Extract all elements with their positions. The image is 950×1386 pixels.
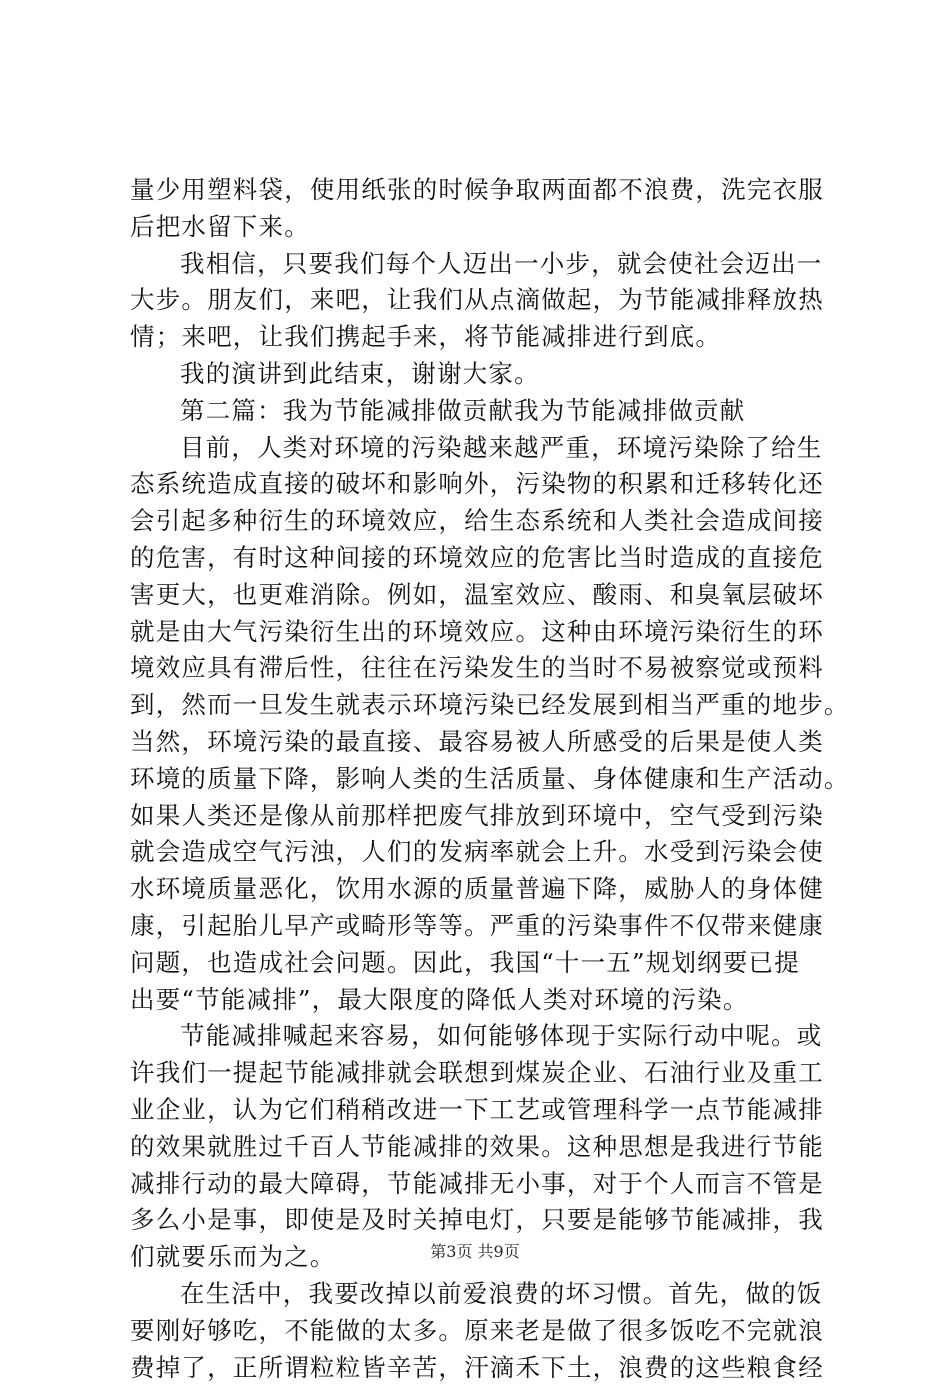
text-line: 许我们一提起节能减排就会联想到煤炭企业、石油行业及重工 [130, 1055, 840, 1092]
text-line: 出要“节能减排”，最大限度的降低人类对环境的污染。 [130, 982, 840, 1019]
text-line: 的危害，有时这种间接的环境效应的危害比当时造成的直接危 [130, 540, 840, 577]
text-line: 康，引起胎儿早产或畸形等等。严重的污染事件不仅带来健康 [130, 908, 840, 945]
text-line: 费掉了，正所谓粒粒皆辛苦，汗滴禾下土，浪费的这些粮食经 [130, 1350, 840, 1386]
text-line: 水环境质量恶化，饮用水源的质量普遍下降，威胁人的身体健 [130, 871, 840, 908]
text-line: 减排行动的最大障碍，节能减排无小事，对于个人而言不管是 [130, 1166, 840, 1203]
text-line: 们就要乐而为之。 [130, 1239, 840, 1276]
text-line: 后把水留下来。 [130, 209, 840, 246]
text-line: 情；来吧，让我们携起手来，将节能减排进行到底。 [130, 319, 840, 356]
text-line: 态系统造成直接的破坏和影响外，污染物的积累和迁移转化还 [130, 466, 840, 503]
text-line: 到，然而一旦发生就表示环境污染已经发展到相当严重的地步。 [130, 687, 840, 724]
text-line: 境效应具有滞后性，往往在污染发生的当时不易被察觉或预料 [130, 650, 840, 687]
text-line: 要刚好够吃，不能做的太多。原来老是做了很多饭吃不完就浪 [130, 1313, 840, 1350]
paragraph-start-line: 我的演讲到此结束，谢谢大家。 [130, 356, 840, 393]
document-body [130, 172, 840, 1386]
text-line: 就是由大气污染衍生出的环境效应。这种由环境污染衍生的环 [130, 614, 840, 651]
text-line: 量少用塑料袋，使用纸张的时候争取两面都不浪费，洗完衣服 [130, 172, 840, 209]
page-number: 第3页 共9页 [430, 1242, 519, 1261]
page-footer [0, 1242, 950, 1262]
text-line: 会引起多种衍生的环境效应，给生态系统和人类社会造成间接 [130, 503, 840, 540]
text-line: 问题，也造成社会问题。因此，我国“十一五”规划纲要已提 [130, 945, 840, 982]
text-line: 多么小是事，即使是及时关掉电灯，只要是能够节能减排，我 [130, 1202, 840, 1239]
text-line: 如果人类还是像从前那样把废气排放到环境中，空气受到污染 [130, 798, 840, 835]
text-line: 当然，环境污染的最直接、最容易被人所感受的后果是使人类 [130, 724, 840, 761]
paragraph-start-line: 目前，人类对环境的污染越来越严重，环境污染除了给生 [130, 430, 840, 467]
text-line: 环境的质量下降，影响人类的生活质量、身体健康和生产活动。 [130, 761, 840, 798]
text-line: 大步。朋友们，来吧，让我们从点滴做起，为节能减排释放热 [130, 282, 840, 319]
paragraph-start-line: 我相信，只要我们每个人迈出一小步，就会使社会迈出一 [130, 246, 840, 283]
paragraph-start-line: 节能减排喊起来容易，如何能够体现于实际行动中呢。或 [130, 1018, 840, 1055]
text-line: 就会造成空气污浊，人们的发病率就会上升。水受到污染会使 [130, 834, 840, 871]
section-heading: 第二篇：我为节能减排做贡献我为节能减排做贡献 [130, 393, 840, 430]
paragraph-start-line: 在生活中，我要改掉以前爱浪费的坏习惯。首先，做的饭 [130, 1276, 840, 1313]
text-line: 业企业，认为它们稍稍改进一下工艺或管理科学一点节能减排 [130, 1092, 840, 1129]
text-line: 害更大，也更难消除。例如，温室效应、酸雨、和臭氧层破坏 [130, 577, 840, 614]
text-line: 的效果就胜过千百人节能减排的效果。这种思想是我进行节能 [130, 1129, 840, 1166]
